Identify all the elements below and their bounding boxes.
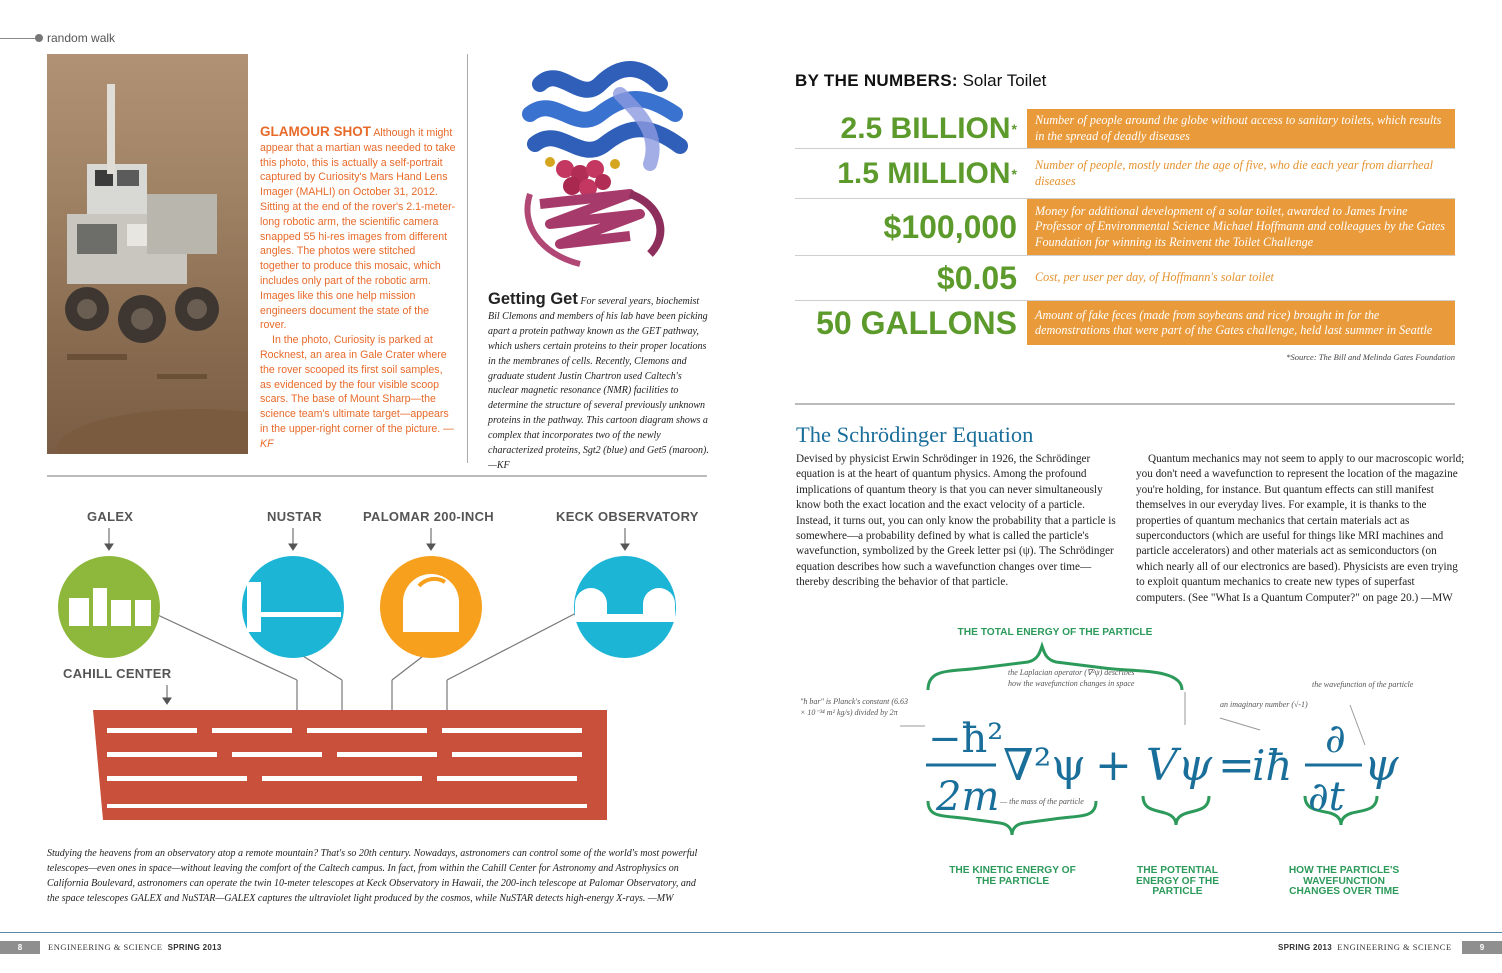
schrodinger-title: The Schrödinger Equation (796, 422, 1034, 447)
left-footer (48, 941, 222, 954)
note-imaginary: an imaginary number (√-1) (1220, 700, 1308, 709)
right-issue: SPRING 2013 (1278, 943, 1332, 952)
left-publication: ENGINEERING & SCIENCE (48, 942, 163, 952)
eq-psi: ψ (1364, 740, 1399, 791)
label-nustar: NUSTAR (267, 509, 322, 524)
note-hbar: "ħ bar" is Planck's constant (6.63 × 10⁻³⁴ m² kg/s) divided by 2π (800, 697, 908, 717)
column-divider (467, 54, 468, 463)
curiosity-rover-photo (47, 54, 248, 454)
left-issue: SPRING 2013 (167, 943, 222, 952)
section-rule (0, 38, 36, 39)
glamour-shot-text (260, 125, 456, 452)
eq-neg-hbar-sq: −ħ² (928, 716, 1004, 762)
btn-description: Number of people around the globe without access to sanitary toilets, which results in the spread of deadly diseases (1027, 109, 1455, 148)
eq-equals: = (1218, 740, 1255, 791)
schrodinger-col-1: Devised by physicist Erwin Schrödinger in 1926, the Schrödinger equation is at the heart of quantum physics. Among the profound implications of quantum theory is that you can never simultaneously know both the exact location and the exact velocity of a particle. Instead, it turns out, you can only know the probability that a particle is somewhere—a probability defined by what is called the particle's wavefunction, symbolized by the Greek letter psi (ψ). The Schrödinger equation describes how such a wavefunction changes over time—thereby describing the behavior of that particle. (796, 453, 1116, 589)
btn-value-text: 2.5 BILLION (840, 111, 1011, 145)
btn-row (795, 301, 1455, 345)
btn-description: Number of people, mostly under the age of five, who die each year from diarrheal diseases (1027, 149, 1455, 198)
label-wavefunction-change: HOW THE PARTICLE'S WAVEFUNCTION CHANGES OVER TIME (1288, 865, 1400, 897)
glamour-signature: —KF (260, 422, 454, 450)
schrodinger-col-2: Quantum mechanics may not seem to apply to our macroscopic world; you don't need a wavefunction to represent the location of the magazine you're holding, for instance. But quantum effects can still manifest themselves in our everyday lives. For example, it is thanks to the properties of quantum mechanics that certain materials act as superconductors (which are useful for things like MRI machines and particle accelerators) and other materials act as semiconductors (on which nearly all of our electronics are based). Physicists are even trying to exploit quantum mechanics to create new types of superfast computers. (See "What Is a Quantum Computer?" on page 20.) —MW (1136, 453, 1465, 604)
right-horizontal-rule (795, 403, 1455, 405)
protein-illustration (510, 54, 710, 276)
label-kinetic-energy: THE KINETIC ENERGY OF THE PARTICLE (949, 865, 1076, 887)
eq-two-m: 2m (936, 774, 1000, 820)
glamour-headline: GLAMOUR SHOT (260, 124, 371, 139)
label-keck: KECK OBSERVATORY (556, 509, 699, 524)
note-wavefunction: the wavefunction of the particle (1312, 680, 1414, 689)
label-galex: GALEX (87, 509, 134, 524)
glamour-body-2: In the photo, Curiosity is parked at Rocknest, an area in Gale Crater where the rover scooped its first soil samples, as evidenced by the four visible scoop scars. The base of Mount Sharp—the science team's ultimate target—appears in the upper-right corner of the picture. (260, 334, 449, 435)
eq-plus-v-psi: + Vψ (1095, 740, 1213, 791)
btn-value (795, 109, 1027, 148)
btn-footnote-mark: * (1011, 120, 1017, 137)
footer-rule (0, 932, 1502, 933)
section-dot (35, 34, 43, 42)
btn-title-bold: BY THE NUMBERS: (795, 71, 958, 90)
btn-value (795, 301, 1027, 345)
right-page-number-text: 9 (1479, 943, 1485, 952)
btn-value (795, 149, 1027, 198)
by-the-numbers-title (795, 71, 1046, 91)
right-footer (1278, 941, 1452, 954)
getget-headline: Getting Get (488, 290, 578, 308)
note-mass: — the mass of the particle (1000, 797, 1084, 806)
btn-description: Amount of fake feces (made from soybeans and rice) brought in for the demonstrations that were part of the Gates challenge, held last summer in Seattle (1027, 301, 1455, 345)
telescope-caption: Studying the heavens from an observatory atop a remote mountain? That's so 20th century. Nowadays, astronomers can control some of the world's most powerful telescopes—even ones in space—without leaving the comfort of the Caltech campus. In fact, from within the Cahill Center for Astronomy and Astrophysics on California Boulevard, astronomers can operate the twin 10-meter telescopes at Keck Observatory in Hawaii, the 200-inch telescope at Palomar Observatory, and the space telescopes GALEX and NuSTAR—GALEX captures the ultraviolet light produced by the cosmos, while NuSTAR detects high-energy X-rays. —MW (47, 848, 698, 904)
protein-diagram (510, 54, 710, 276)
btn-value-text: $0.05 (936, 259, 1017, 296)
getget-body: For several years, biochemist Bil Clemons and members of his lab have been picking apart a protein pathway known as the GET pathway, which ushers certain proteins to their proper locations in the membranes of cells. Recently, Clemons and graduate student Justin Chartron used Caltech's nuclear magnetic resonance (NMR) facilities to determine the structure of several previously unknown proteins in the pathway. This cartoon diagram shows a complex that incorporates two of the newly characterized proteins, Sgt2 (blue) and Get5 (maroon). —KF (488, 296, 709, 471)
btn-title-rest: Solar Toilet (957, 71, 1047, 90)
right-publication: ENGINEERING & SCIENCE (1337, 942, 1452, 952)
rover-illustration (47, 54, 248, 454)
glamour-body-1: Although it might appear that a martian was needed to take this photo, this is actually a self-portrait captured by Curiosity's Mars Hand Lens Imager (MAHLI) on October 31, 2012. Sitting at the end of the rover's 2.1-meter-long robotic arm, the scientific camera snapped 55 hi-res images from different angles. The photos were stitched together to produce this mosaic, which includes only part of the robotic arm. Images like this one help mission engineers document the state of the rover. (260, 127, 456, 332)
cahill-building-icon (93, 710, 607, 820)
label-palomar: PALOMAR 200-INCH (363, 509, 494, 524)
btn-description: Money for additional development of a solar toilet, awarded to James Irvine Professor of Environmental Science Michael Hoffmann and colleagues by the Gates Foundation for winning its Reinvent the Toilet Challenge (1027, 199, 1455, 255)
label-cahill: CAHILL CENTER (63, 666, 172, 681)
note-laplacian: the Laplacian operator (∇²ψ) describes how the wavefunction changes in space (1008, 668, 1135, 688)
btn-value (795, 199, 1027, 255)
btn-value-text: 1.5 MILLION (837, 156, 1011, 190)
btn-footnote-mark: * (1011, 165, 1017, 182)
btn-source: *Source: The Bill and Melinda Gates Foundation (1286, 352, 1455, 362)
schrodinger-equation (900, 640, 1460, 840)
left-page-number (0, 941, 40, 954)
btn-value-text: $100,000 (883, 208, 1017, 245)
left-page-number-text: 8 (17, 943, 23, 952)
by-the-numbers-table (795, 109, 1455, 345)
eq-partial: ∂ (1325, 716, 1346, 762)
telescope-infographic (47, 520, 707, 830)
eq-partial-t: ∂t (1308, 774, 1345, 820)
eq-nabla-psi: ∇²ψ (1003, 740, 1086, 791)
right-page-number (1462, 941, 1502, 954)
getting-get-text (488, 292, 710, 474)
btn-value (795, 256, 1027, 300)
btn-description: Cost, per user per day, of Hoffmann's solar toilet (1027, 256, 1455, 300)
btn-row (795, 256, 1455, 301)
label-potential-energy: THE POTENTIAL ENERGY OF THE PARTICLE (1135, 865, 1220, 897)
btn-row (795, 199, 1455, 256)
left-horizontal-rule (47, 475, 707, 477)
eq-i-hbar: iħ (1252, 741, 1293, 790)
btn-row (795, 149, 1455, 199)
label-total-energy: THE TOTAL ENERGY OF THE PARTICLE (957, 627, 1153, 638)
btn-value-text: 50 GALLONS (816, 304, 1017, 341)
palomar-dome-icon (403, 574, 459, 632)
cahill-building (93, 710, 607, 820)
btn-row (795, 109, 1455, 149)
section-label: random walk (47, 31, 116, 45)
